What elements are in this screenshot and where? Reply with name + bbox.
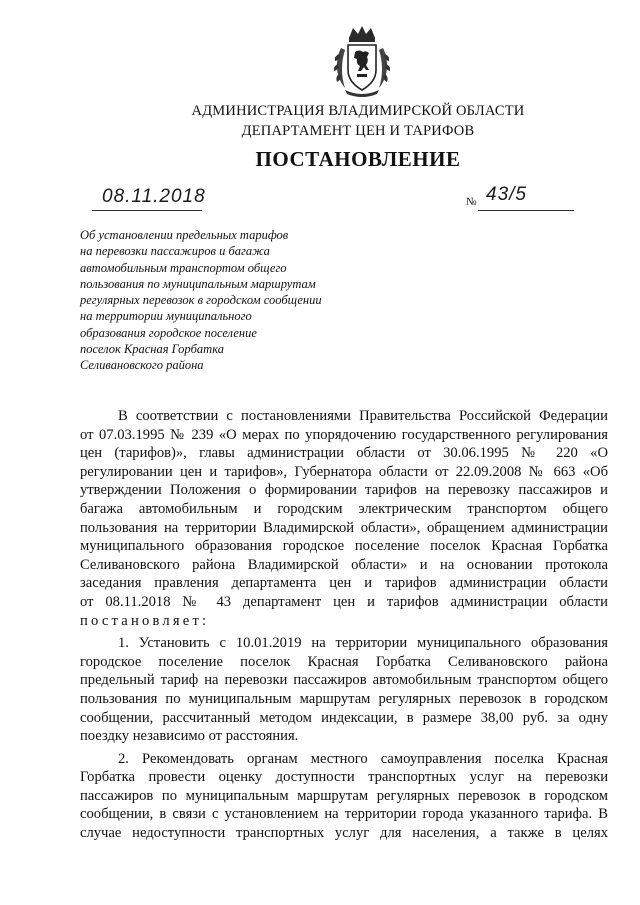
subject-line: на территории муниципального — [80, 309, 252, 324]
preamble-line: В соответствии с постановлениями Правительства Российской Федерации — [118, 408, 608, 424]
preamble-line: багажа автомобильным и городским электрическим транспортом общего — [80, 500, 608, 517]
item2-line: случае недоступности транспортных услуг для населения, а также в целях — [80, 825, 608, 842]
item2-line: пассажиров по муниципальным маршрутам регулярных перевозок в городском — [80, 787, 608, 804]
coat-of-arms-icon — [331, 24, 393, 98]
subject-line: образования городское поселение — [80, 325, 257, 340]
preamble-line: муниципального образования городское поселение поселок Красная Горбатка — [80, 538, 608, 555]
document-subject — [80, 227, 350, 374]
decree-word: постановляет: — [80, 612, 210, 629]
subject-line: Об установлении предельных тарифов — [80, 228, 289, 242]
preamble-line: утверждении Положения о формировании тарифов на перевозку пассажиров и — [80, 482, 608, 499]
item2-line: сообщении, в связи с установлением на территории города указанного тарифа. В — [80, 806, 608, 823]
date-underline — [92, 210, 202, 211]
subject-line: автомобильным транспортом общего — [80, 260, 287, 275]
document-type-title: ПОСТАНОВЛЕНИЕ — [255, 147, 461, 171]
document-number: 43/5 — [486, 184, 527, 205]
number-underline — [478, 210, 574, 211]
preamble-line: цен (тарифов)», главы администрации области от 30.06.1995 № 220 «О — [80, 445, 608, 462]
subject-line: поселок Красная Горбатка — [80, 342, 224, 357]
item1-line: городское поселение поселок Красная Горбатка Селивановского района — [80, 653, 608, 670]
item1-line: пользования по муниципальным маршрутам регулярных перевозок в городском — [80, 690, 608, 707]
item1-line: предельный тариф на перевозки пассажиров автомобильным транспортом общего — [80, 672, 608, 689]
preamble-line: пользования на территории Владимирской области», обращением администрации — [80, 519, 608, 536]
item1-line: поездку независимо от расстояния. — [80, 728, 299, 745]
item1-line: сообщении, рассчитанный методом индексации, в размере 38,00 руб. за одну — [80, 709, 608, 726]
preamble-line: регулировании цен и тарифов», Губернатора области от 22.09.2008 № 663 «Об — [80, 463, 608, 480]
item2-line: Горбатка провести оценку доступности транспортных услуг на перевозки — [80, 769, 608, 786]
item1-line: 1. Установить с 10.01.2019 на территории муниципального образования — [118, 635, 608, 652]
item2-line: 2. Рекомендовать органам местного самоуправления поселка Красная — [118, 750, 608, 767]
preamble-line: Селивановского района Владимирской области» и на основании протокола — [80, 556, 608, 573]
subject-line: пользования по муниципальным маршрутам — [80, 276, 316, 291]
number-sign: № — [466, 196, 477, 208]
org-name-line2: ДЕПАРТАМЕНТ ЦЕН И ТАРИФОВ — [241, 123, 475, 139]
subject-line: Селивановского района — [80, 358, 204, 373]
document-body — [80, 407, 608, 843]
subject-line: на перевозки пассажиров и багажа — [80, 244, 270, 259]
org-name-line1: АДМИНИСТРАЦИЯ ВЛАДИМИРСКОЙ ОБЛАСТИ — [191, 103, 525, 119]
preamble-line: от 07.03.1995 № 239 «О мерах по упорядочению государственного регулирования — [80, 426, 608, 443]
document-date: 08.11.2018 — [102, 186, 206, 207]
subject-line: регулярных перевозок в городском сообщении — [80, 293, 322, 308]
preamble-line: от 08.11.2018 № 43 департамент цен и тарифов администрации области — [80, 593, 608, 610]
preamble-line: заседания правления департамента цен и тарифов администрации области — [80, 575, 608, 592]
